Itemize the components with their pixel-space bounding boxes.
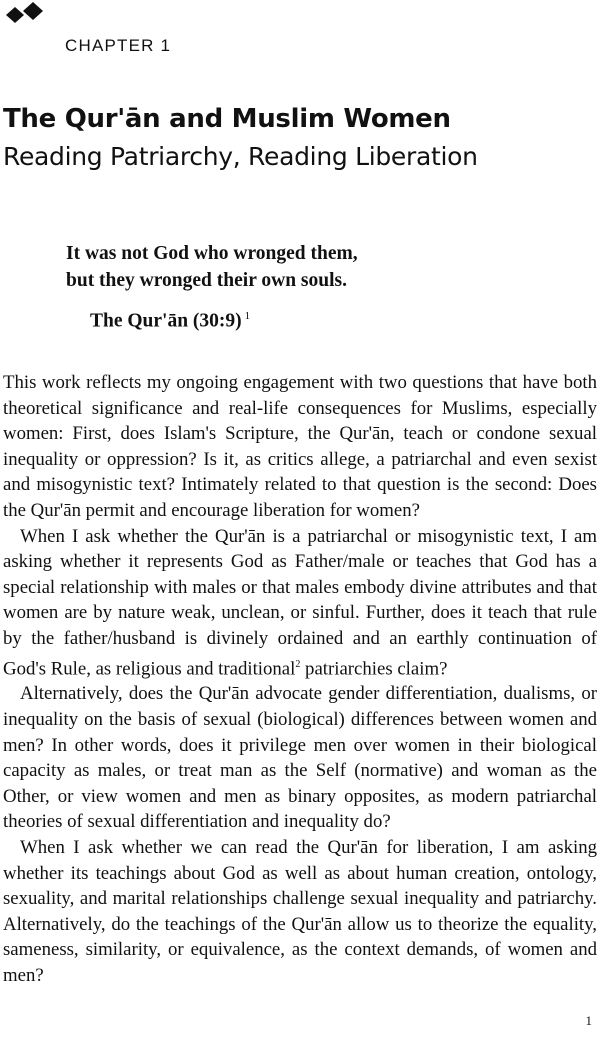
epigraph-source [90, 310, 250, 333]
footnote-marker[interactable]: 2 [295, 658, 301, 670]
epigraph-line: but they wronged their own souls. [66, 270, 347, 291]
double-diamond-icon [4, 0, 50, 30]
footnote-marker[interactable]: 1 [244, 310, 251, 322]
chapter-label: CHAPTER 1 [65, 36, 172, 55]
chapter-subtitle: Reading Patriarchy, Reading Liberation [3, 142, 478, 171]
epigraph [66, 240, 358, 294]
epigraph-line: It was not God who wronged them, [66, 243, 358, 264]
paragraph: When I ask whether we can read the Qur'ān for liberation, I am asking whether its teachings about God as well as about human creation, ontology, sexuality, and marital relationships challenge sexual inequality and patriarchy. Alternatively, do the teachings of the Qur'ān allow us to theorize the equality, sameness, similarity, or equivalence, as the context demands, of women and men? [3, 836, 597, 986]
paragraph-text: patriarchies claim? [300, 657, 448, 679]
paragraph: This work reflects my ongoing engagement with two questions that have both theoretical significance and real-life consequences for Muslims, especially women: First, does Islam's Scripture, the Qur'ān, teach or condone sexual inequality or oppression? Is it, as critics allege, a patriarchal and even sexist and misogynistic text? Intimately related to that question is the second: Does the Qur'ān permit and encourage liberation for women? [3, 372, 597, 521]
page-number: 1 [585, 1013, 592, 1028]
chapter-title: The Qur'ān and Muslim Women [3, 104, 451, 134]
body-text [3, 370, 597, 989]
epigraph-source-text: The Qur'ān (30:9) [90, 310, 242, 332]
paragraph-text: When I ask whether the Qur'ān is a patriarchal or misogynistic text, I am asking whether it represents God as Father/male or teaches that God has a special relationship with males or that males embody divine attributes and that women are by nature weak, unclean, or sinful. Further, does it teach that rule by the father/husband is divinely ordained and an earthly continuation of God's Rule, as religious and traditional [3, 525, 597, 679]
paragraph: Alternatively, does the Qur'ān advocate gender differentiation, dualisms, or inequality on the basis of sexual (biological) differences between women and men? In other words, does it privilege men over women in their biological capacity as males, or treat man as the Self (normative) and woman as the Other, or view women and men as binary opposites, as modern patriarchal theories of sexual differentiation and inequality do? [3, 683, 597, 833]
paragraph [3, 524, 597, 682]
